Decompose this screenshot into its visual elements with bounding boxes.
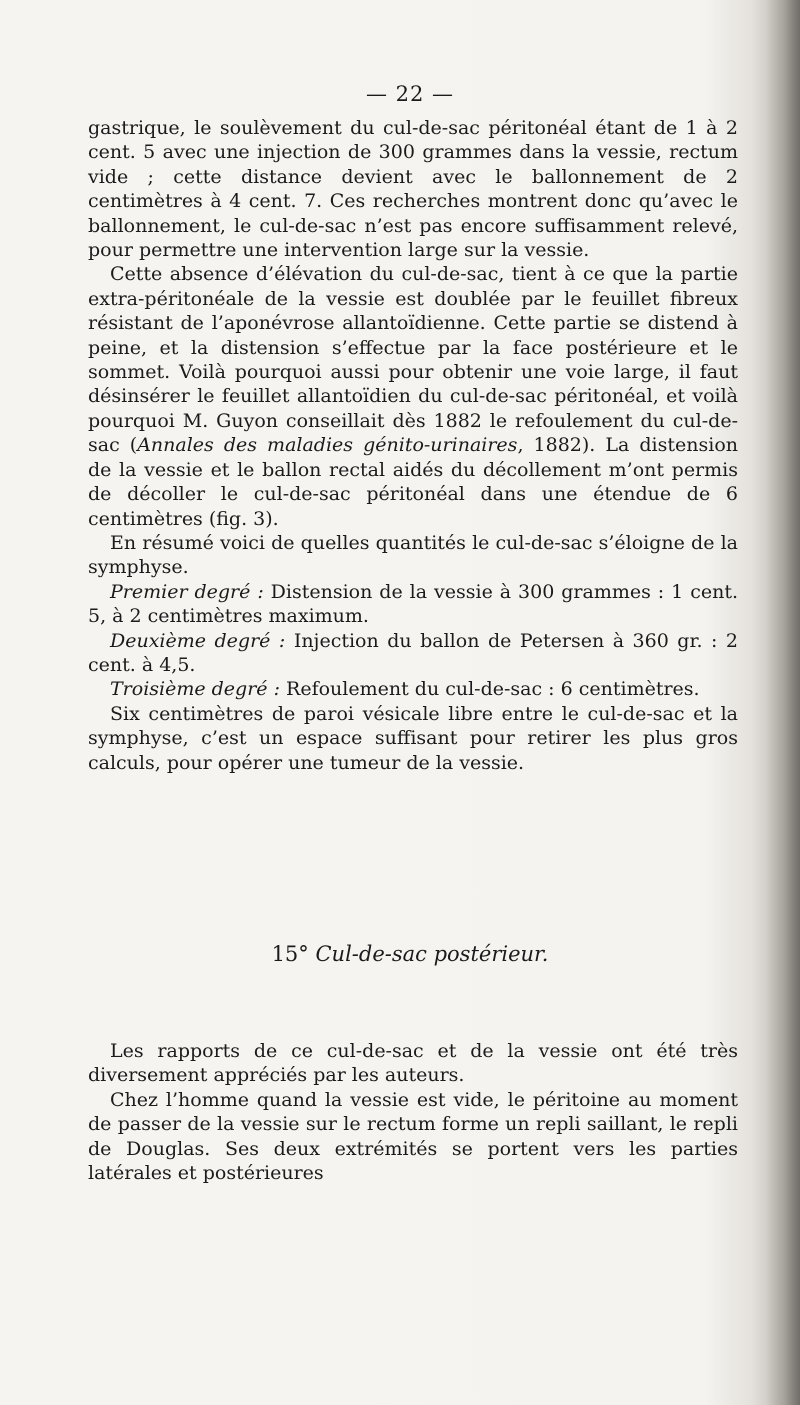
degree-item [88, 677, 738, 701]
citation-open: ( [119, 434, 138, 457]
paragraph: Chez l’homme quand la vessie est vide, le péritoine au moment de passer de la vessie sur le rectum forme un repli saillant, le repli de Douglas. Ses deux extrémités se portent vers les parties latérales et postérieures [88, 1088, 738, 1185]
degree-label: Deuxième degré : [110, 629, 286, 652]
paragraph [88, 262, 738, 530]
degree-label: Troisième degré : [110, 678, 280, 701]
section-title: Cul-de-sac postérieur. [315, 942, 549, 966]
degree-text: Refoulement du cul-de-sac : 6 centimètres. [279, 678, 700, 701]
citation-title: Annales des maladies génito-urinaires [137, 434, 518, 457]
paragraph: Les rapports de ce cul-de-sac et de la vessie ont été très diversement appréciés par les auteurs. [88, 1040, 738, 1087]
paragraph: En résumé voici de quelles quantités le cul-de-sac s’éloigne de la symphyse. [88, 531, 738, 579]
degree-text: Distension de la vessie à 300 grammes : 1 cent. 5, à 2 centimètres maximum. [88, 580, 738, 628]
page-edge-shadow [766, 0, 800, 1405]
citation-rest: , 1882). La distension de la vessie et le ballon rectal aidés du décollement m’ont permis de décoller le cul-de-sac péritonéal dans une étendue de 6 centimètres (fig. 3). [88, 434, 738, 530]
section-number: 15° [271, 942, 309, 966]
body-text [88, 116, 738, 775]
section-body-text [88, 1039, 738, 1185]
degree-item [88, 580, 738, 629]
degree-label: Premier degré : [110, 580, 264, 603]
degree-item [88, 629, 738, 678]
degree-text: Injection du ballon de Petersen à 360 gr. : 2 cent. à 4,5. [88, 629, 738, 676]
paragraph-text: Cette absence d’élévation du cul-de-sac, tient à ce que la partie extra-péritonéale de la vessie est doublée par le feuillet fibreux résistant de l’aponévrose allantoïdienne. Cette partie se distend à peine, et la distension s’effectue par la face postérieure et le sommet. Voilà pourquoi aussi pour obtenir une voie large, il faut désinsérer le feuillet allantoïdien du cul-de-sac péritonéal, et voilà pourquoi M. Guyon conseillait dès 1882 le refoulement du cul-de-sac [88, 263, 738, 457]
page-number: — 22 — [365, 82, 455, 106]
section-heading [0, 942, 800, 966]
paragraph: Six centimètres de paroi vésicale libre entre le cul-de-sac et la symphyse, c’est un espace suffisant pour retirer les plus gros calculs, pour opérer une tumeur de la vessie. [88, 702, 738, 774]
paragraph: gastrique, le soulèvement du cul-de-sac péritonéal étant de 1 à 2 cent. 5 avec une injection de 300 grammes dans la vessie, rectum vide ; cette distance devient avec le ballonnement de 2 centimètres à 4 cent. 7. Ces recherches montrent donc qu’avec le ballonnement, le cul-de-sac n’est pas encore suffisamment relevé, pour permettre une intervention large sur la vessie. [88, 117, 738, 262]
